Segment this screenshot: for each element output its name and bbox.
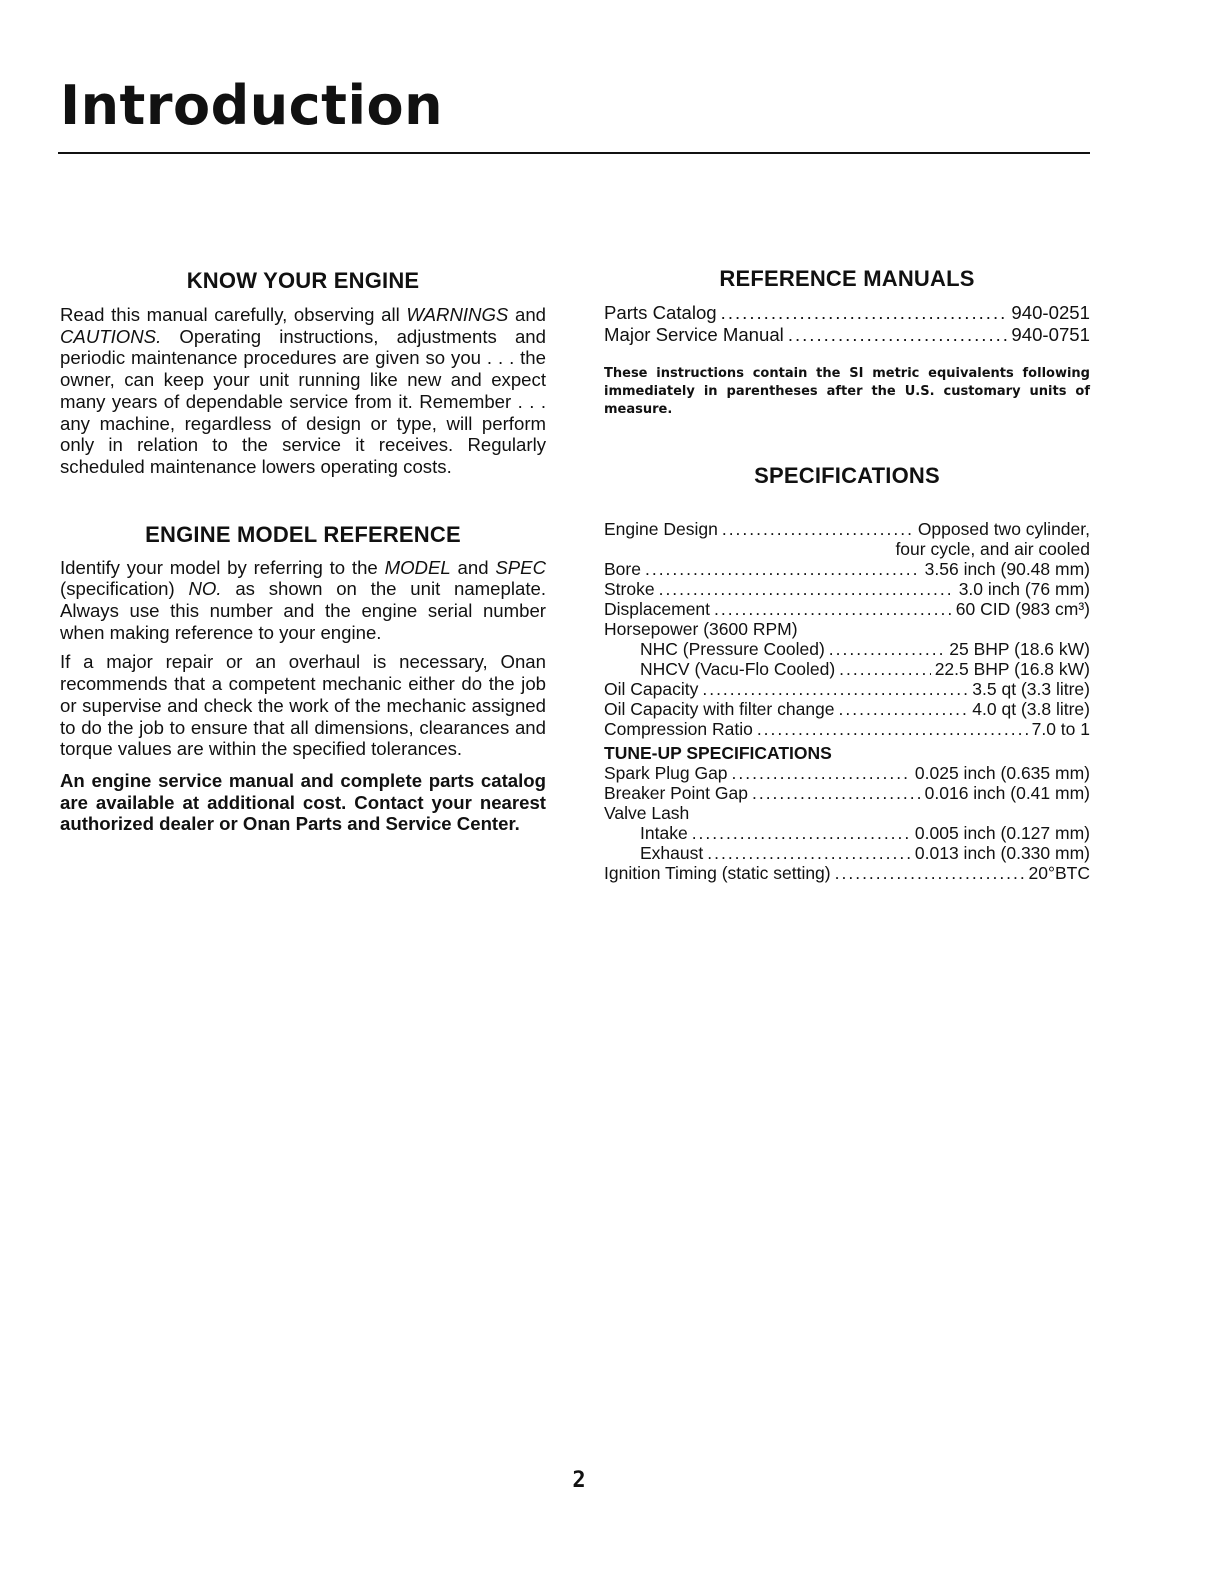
spec-label: Exhaust bbox=[640, 843, 704, 863]
spec-row-compression-ratio bbox=[604, 719, 1090, 739]
spec-row-ignition-timing bbox=[604, 863, 1090, 883]
spec-value: Opposed two cylinder, bbox=[917, 519, 1090, 539]
spec-label: Spark Plug Gap bbox=[604, 763, 728, 783]
spec-value: 4.0 qt (3.8 litre) bbox=[972, 699, 1090, 719]
spec-row-oil-capacity-filter bbox=[604, 699, 1090, 719]
spec-value: 20°BTC bbox=[1028, 863, 1090, 883]
spec-label: Ignition Timing (static setting) bbox=[604, 863, 831, 883]
spec-row-breaker-point-gap bbox=[604, 783, 1090, 803]
leader-dots bbox=[757, 719, 1028, 739]
spec-value: 3.56 inch (90.48 mm) bbox=[924, 559, 1090, 579]
leader-dots bbox=[692, 823, 911, 843]
kye-text-and: and bbox=[514, 304, 547, 325]
kye-text-rest: Operating instructions, adjustments and periodic maintenance procedures are given so you . . . the owner, can keep your unit running like new and expect many years of dependable service from it. Remember . . . any machine, regardless of design or type, will perform only in relation to the service it receives. Regularly scheduled maintenance lowers operating costs. bbox=[60, 325, 546, 477]
spec-label: Oil Capacity with filter change bbox=[604, 699, 835, 719]
spec-row-intake bbox=[604, 823, 1090, 843]
spec-row-stroke bbox=[604, 579, 1090, 599]
spec-row-exhaust bbox=[604, 843, 1090, 863]
page-number: 2 bbox=[572, 1468, 586, 1493]
manual-number: 940-0251 bbox=[1011, 302, 1090, 323]
si-metric-note: These instructions contain the SI metric equivalents following immediately in parentheses after the U.S. customary units of measure. bbox=[604, 366, 1090, 417]
leader-dots bbox=[788, 324, 1008, 346]
specifications-heading: SPECIFICATIONS bbox=[754, 463, 940, 488]
spec-label: Oil Capacity bbox=[604, 679, 699, 699]
leader-dots bbox=[721, 302, 1008, 324]
emr-model: MODEL bbox=[384, 556, 451, 578]
know-your-engine-heading: KNOW YOUR ENGINE bbox=[186, 268, 420, 293]
spec-label: Bore bbox=[604, 559, 641, 579]
spec-label: NHCV (Vacu-Flo Cooled) bbox=[640, 659, 836, 679]
leader-dots bbox=[722, 519, 914, 539]
spec-label: Engine Design bbox=[604, 519, 718, 539]
spec-value: 0.016 inch (0.41 mm) bbox=[924, 783, 1090, 803]
emr-text-c: (specification) bbox=[60, 578, 175, 600]
spec-label: Displacement bbox=[604, 599, 711, 619]
title-rule bbox=[58, 152, 1090, 154]
left-column bbox=[60, 268, 546, 835]
spec-label: Breaker Point Gap bbox=[604, 783, 748, 803]
spec-row-oil-capacity bbox=[604, 679, 1090, 699]
emr-text-a: Identify your model by referring to the bbox=[60, 556, 378, 578]
emr-paragraph-3: An engine service manual and complete parts catalog are available at additional cost. Contact your nearest authorized dealer or Onan Parts and Service Center. bbox=[60, 769, 546, 835]
spec-horsepower-label: Horsepower (3600 RPM) bbox=[604, 619, 798, 639]
right-column bbox=[604, 266, 1090, 883]
spec-row-nhc bbox=[604, 639, 1090, 659]
spec-row-spark-plug-gap bbox=[604, 763, 1090, 783]
spec-value: 7.0 to 1 bbox=[1031, 719, 1090, 739]
leader-dots bbox=[659, 579, 955, 599]
leader-dots bbox=[714, 599, 952, 619]
spec-row-displacement bbox=[604, 599, 1090, 619]
spec-value: 22.5 BHP (16.8 kW) bbox=[934, 659, 1090, 679]
leader-dots bbox=[645, 559, 921, 579]
spec-label: Intake bbox=[640, 823, 688, 843]
spec-label: Compression Ratio bbox=[604, 719, 753, 739]
emr-paragraph-2: If a major repair or an overhaul is necessary, Onan recommends that a competent mechanic either do the job or supervise and check the work of the mechanic assigned to do the job to ensure that all dimensions, clearances and torque values are within the specified tolerances. bbox=[60, 651, 546, 760]
spec-value: 3.0 inch (76 mm) bbox=[958, 579, 1090, 599]
spec-engine-design-cont: four cycle, and air cooled bbox=[895, 539, 1090, 559]
manual-number: 940-0751 bbox=[1011, 323, 1090, 345]
page-title: Introduction bbox=[60, 74, 444, 137]
leader-dots bbox=[702, 679, 968, 699]
leader-dots bbox=[839, 659, 931, 679]
spec-value: 3.5 qt (3.3 litre) bbox=[972, 679, 1090, 699]
leader-dots bbox=[839, 699, 969, 719]
emr-paragraph-1 bbox=[60, 557, 546, 644]
emr-no: NO. bbox=[188, 578, 222, 600]
tune-up-specifications-heading: TUNE-UP SPECIFICATIONS bbox=[604, 743, 832, 763]
manual-label: Major Service Manual bbox=[604, 323, 784, 345]
spec-value: 25 BHP (18.6 kW) bbox=[949, 639, 1090, 659]
kye-warnings: WARNINGS bbox=[406, 304, 509, 325]
reference-manual-row bbox=[604, 302, 1090, 324]
emr-spec: SPEC bbox=[495, 556, 547, 578]
spec-value: 0.025 inch (0.635 mm) bbox=[914, 763, 1090, 783]
leader-dots bbox=[829, 639, 946, 659]
spec-row-bore bbox=[604, 559, 1090, 579]
reference-manuals-heading: REFERENCE MANUALS bbox=[719, 266, 975, 291]
spec-value: 0.013 inch (0.330 mm) bbox=[914, 843, 1090, 863]
manual-label: Parts Catalog bbox=[604, 302, 717, 323]
reference-manual-row bbox=[604, 324, 1090, 346]
kye-cautions: CAUTIONS. bbox=[60, 325, 162, 347]
reference-manuals-list bbox=[604, 302, 1090, 345]
know-your-engine-paragraph bbox=[60, 304, 546, 478]
spec-valve-lash-label: Valve Lash bbox=[604, 803, 690, 823]
engine-model-reference-heading: ENGINE MODEL REFERENCE bbox=[145, 521, 461, 547]
spec-label: NHC (Pressure Cooled) bbox=[640, 639, 825, 659]
spec-label: Stroke bbox=[604, 579, 655, 599]
leader-dots bbox=[835, 863, 1025, 883]
specifications-list bbox=[604, 519, 1090, 883]
emr-text-b: and bbox=[457, 556, 489, 578]
spec-row-nhcv bbox=[604, 659, 1090, 679]
spec-value: 60 CID (983 cm³) bbox=[955, 599, 1090, 619]
leader-dots bbox=[707, 843, 911, 863]
emr-text-d: as shown on the unit nameplate. Always use this number and the engine serial number when making reference to your engine. bbox=[60, 578, 546, 643]
leader-dots bbox=[732, 763, 911, 783]
spec-row-engine-design bbox=[604, 519, 1090, 539]
leader-dots bbox=[752, 783, 921, 803]
spec-value: 0.005 inch (0.127 mm) bbox=[914, 823, 1090, 843]
kye-text-1: Read this manual carefully, observing all bbox=[60, 304, 400, 325]
